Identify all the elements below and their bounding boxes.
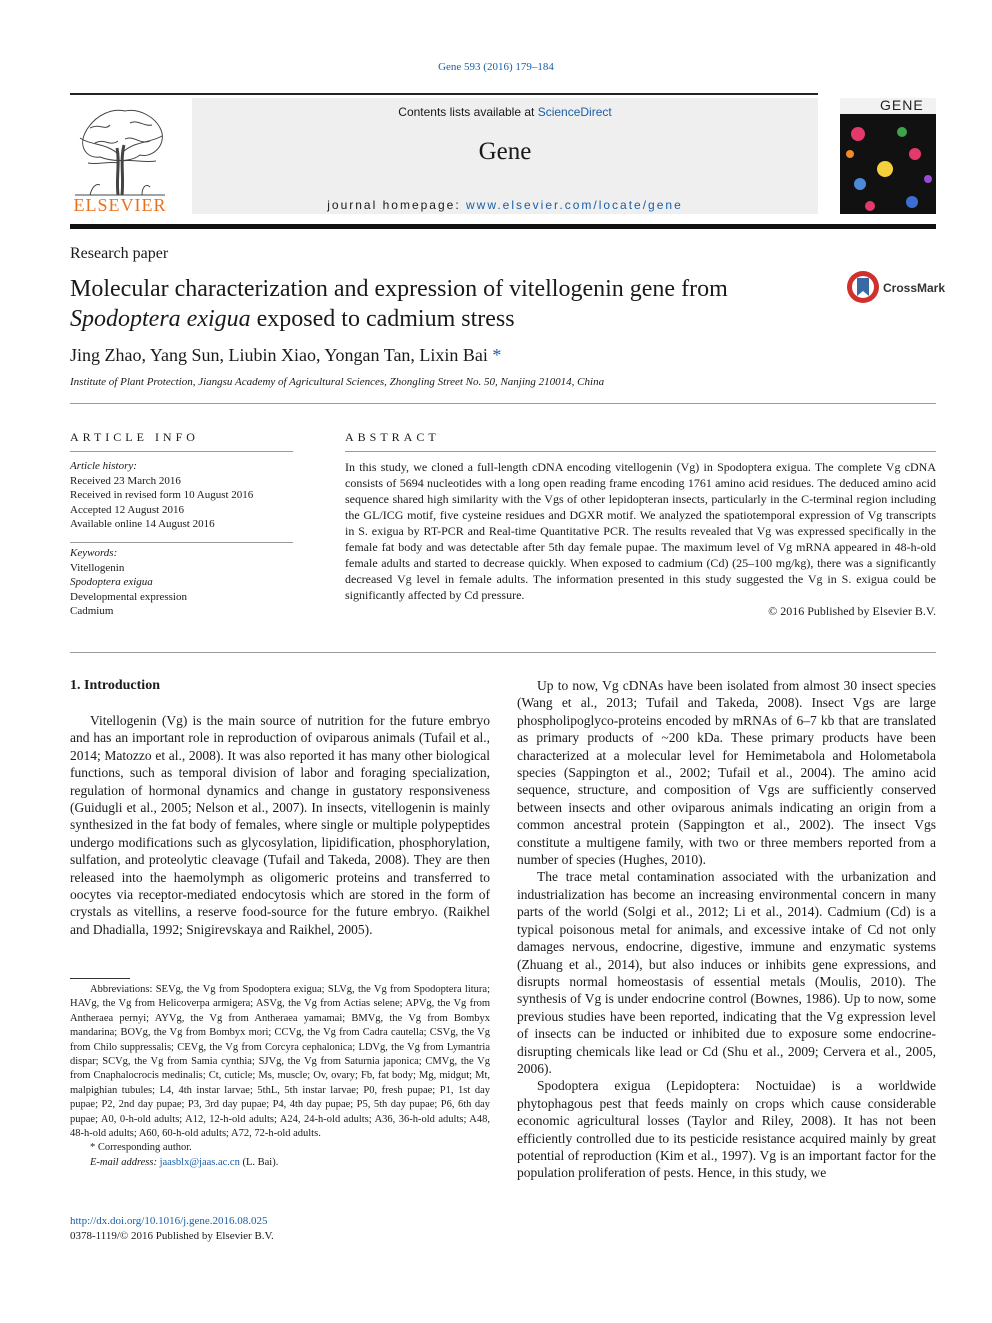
history-received: Received 23 March 2016	[70, 474, 181, 487]
keyword-item: Vitellogenin	[70, 561, 125, 574]
abstract-text: In this study, we cloned a full-length cDNA encoding vitellogenin (Vg) in Spodoptera exigua. The complete Vg cDNA consists of 5694 nucleotides with a long open reading frame encoding 1761 amino acid residues. The deduced amino acid sequence shared high similarity with the Vgs of other lepidopteran insects, particularly in the C-terminal region including the GL/ICG motif, five cysteine residues and DGXR motif. We analyzed the spatiotemporal expression of Vg transcripts in S. exigua by RT-PCR and Real-time Quantitative PCR. The results revealed that Vg was expressed specifically in the female fat body and was detectable after 5th day female pupae. The maximum level of Vg mRNA appeared in 48-h-old female adults and started to decrease quickly. When exposed to cadmium (Cd) (25–100 mg/kg), there was a significantly decreased Vg level in female adults. The information presented in this study suggested the Vg in S. exigua could be significantly affected by Cd pressure.	[345, 460, 936, 602]
abbreviations-note: Abbreviations: SEVg, the Vg from Spodoptera exigua; SLVg, the Vg from Spodoptera litura; HAVg, the Vg from Helicoverpa armigera; ASVg, the Vg from Actias selene; APVg, the Vg from Antheraea pernyi; AYVg, the Vg from Antheraea yamamai; BMVg, the Vg from Bombyx mandarina; BOVg, the Vg from Bombyx mori; CCVg, the Vg from Cadra cautella; CSVg, the Vg from Chilo suppressalis; CEVg, the Vg from Corcyra cephalonica; LDVg, the Vg from Lymantria dispar; SCVg, the Vg from Samia cynthia; SJVg, the Vg from Saturnia japonica; CMVg, the Vg from Cnaphalocrocis medinalis; Ct, cuticle; Ms, muscle; Ov, ovary; Fb, fat body; Mg, midgut; Mt, malpighian tubules; L4, 4th instar larvae; 5thL, 5th instar larvae; P0, fresh pupae; P1, 1st day pupae; P2, 2nd day pupae; P3, 3rd day pupae; P4, 4th day pupae; P5, 5th day pupae; P6, 6th day pupae; A0, 0-h-old adults; A12, 12-h-old adults; A24, 24-h-old adults; A36, 36-h-old adults; A48, 48-h-old adults; A60, 60-h-old adults; A72, 72-h-old adults.	[70, 984, 490, 1140]
keyword-item: Developmental expression	[70, 590, 187, 603]
paragraph: Spodoptera exigua (Lepidoptera: Noctuidae) is a worldwide phytophagous pest that feeds mainly on crops which cause considerable economic agricultural losses (Taylor and Riley, 2008). It has not been efficiently controlled due to its pesticide resistance acquired mainly by great potential of reproduction (Kim et al., 1997). Vg is an important factor for the population proliferation of pests. Hence, in this study, we	[517, 1078, 936, 1181]
issn-line: 0378-1119/© 2016 Published by Elsevier B.V.	[70, 1230, 274, 1242]
affiliation: Institute of Plant Protection, Jiangsu Academy of Agricultural Sciences, Zhongling Street No. 50, Nanjing 210014, China	[70, 376, 605, 388]
history-online: Available online 14 August 2016	[70, 518, 215, 530]
journal-citation[interactable]: Gene 593 (2016) 179–184	[438, 61, 554, 73]
title-divider	[70, 403, 936, 404]
doi-link[interactable]: http://dx.doi.org/10.1016/j.gene.2016.08.025	[70, 1215, 268, 1227]
sciencedirect-link[interactable]: ScienceDirect	[537, 105, 612, 119]
elsevier-wordmark[interactable]: ELSEVIER	[73, 195, 167, 215]
header-divider	[70, 93, 818, 95]
email-link[interactable]: jaasblx@jaas.ac.cn	[159, 1156, 240, 1168]
crossmark-icon[interactable]	[846, 270, 880, 304]
corresponding-author-mark[interactable]: *	[492, 345, 502, 365]
article-info-rule	[70, 451, 293, 452]
corresponding-note: * Corresponding author.	[90, 1142, 192, 1154]
homepage-prefix: journal homepage:	[327, 198, 466, 212]
history-revised: Received in revised form 10 August 2016	[70, 489, 254, 501]
article-info-heading: ARTICLE INFO	[70, 430, 199, 444]
contents-prefix: Contents lists available at	[398, 105, 538, 119]
keywords	[70, 546, 293, 619]
title-rest: exposed to cadmium stress	[250, 306, 515, 332]
article-title	[70, 274, 790, 334]
cover-flower-art	[840, 114, 936, 214]
abstract-copyright: © 2016 Published by Elsevier B.V.	[768, 604, 936, 618]
homepage-link[interactable]: www.elsevier.com/locate/gene	[466, 198, 683, 212]
abstract-heading: ABSTRACT	[345, 430, 440, 444]
keywords-label: Keywords:	[70, 547, 118, 559]
journal-name: Gene	[478, 138, 532, 165]
keyword-item: Spodoptera exigua	[70, 576, 153, 588]
article-type: Research paper	[70, 245, 169, 262]
introduction-heading: 1. Introduction	[70, 678, 160, 693]
left-column	[70, 712, 490, 938]
paragraph: Up to now, Vg cDNAs have been isolated from almost 30 insect species (Wang et al., 2013; Tufail and Takeda, 2008). Insect Vgs are large phospholipoglyco-proteins encoded by mRNAs of 6–7 kb that are translated as primary products of ~200 kDa. These primary products have been characterized at a molecular level for Hemimetabola and Holometabola species (Sappington et al., 2002; Tufail et al., 2004). The amino acid sequence, structure, and composition of Vgs are sufficiently conserved between insects and other oviparous animals indicating an origin from a common ancestral protein (Sappington et al., 2002). The insect Vgs constitute a multigene family, with two or three members reported from a number of species (Hughes, 2010).	[517, 678, 936, 868]
right-column	[517, 677, 936, 1182]
cover-title: GENE	[880, 97, 924, 113]
keyword-item: Cadmium	[70, 605, 114, 617]
author-list	[70, 345, 501, 366]
title-species: Spodoptera exigua	[70, 306, 251, 332]
keywords-rule	[70, 542, 293, 543]
crossmark-label[interactable]: CrossMark	[883, 281, 946, 295]
corresponding-text: Corresponding author.	[97, 1142, 192, 1154]
intro-paragraph: Vitellogenin (Vg) is the main source of nutrition for the future embryo and has an important role in reproduction of oviparous animals (Tufail et al., 2014; Matozzo et al., 2008). It was also reported it has many other biological functions, such as temporal division of labor and foraging specialization, regulation of hormonal dynamics and change in gustatory responsiveness (Guidugli et al., 2005; Nelson et al., 2007). In insects, vitellogenin is mainly synthesized in the fat body of females, where single or multiple polypeptides undergo modifications such as glycosylation, lipidification, phosphorylation, sulfation, and proteolytic cleavage (Tufail and Takeda, 2008). They are then released into the haemolymph as oligomeric proteins and transferred to oocytes via receptor-mediated endocytosis which are stored in the form of crystals as vitellins, a reserve food-source for the future embryo. (Raikhel and Dhadialla, 1992; Snigirevskaya and Raikhel, 2005).	[70, 713, 490, 937]
email-suffix: (L. Bai).	[239, 1156, 279, 1168]
authors-text: Jing Zhao, Yang Sun, Liubin Xiao, Yongan Tan, Lixin Bai	[70, 345, 488, 365]
paragraph: The trace metal contamination associated with the urbanization and industrialization has become an increasing environmental concern in many parts of the world (Solgi et al., 2012; Li et al., 2014). Cadmium (Cd) is a typical poisonous metal for animals, and excessive intake of Cd not only damages nervous, endocrine, digestive, immune and enzymatic systems (Zhuang et al., 2014), but also induces or inhibits gene expressions, and disrupts normal homeostasis of essential metals (Moulis, 2010). The synthesis of Vg is under endocrine control (Bownes, 1986). Up to now, some previous studies have been reported, indicating that the Vg expression level of insects can be inducted or inhibited due to exposure some endocrine-disrupting chemicals like lead or Cd (Shu et al., 2009; Cervera et al., 2005, 2006).	[517, 869, 936, 1076]
body-divider	[70, 652, 936, 653]
title-line1: Molecular characterization and expression of vitellogenin gene from	[70, 276, 728, 302]
email-label: E-mail address:	[90, 1156, 160, 1168]
history-label: Article history:	[70, 460, 137, 472]
contents-line	[192, 105, 818, 119]
footnote-rule	[70, 978, 130, 979]
footnotes	[70, 983, 490, 1170]
abstract-body	[345, 459, 936, 619]
article-history	[70, 459, 293, 532]
abstract-rule	[345, 451, 936, 452]
email-note	[70, 1156, 490, 1170]
journal-homepage	[192, 198, 818, 212]
header-thick-rule	[70, 224, 936, 229]
history-accepted: Accepted 12 August 2016	[70, 503, 184, 516]
